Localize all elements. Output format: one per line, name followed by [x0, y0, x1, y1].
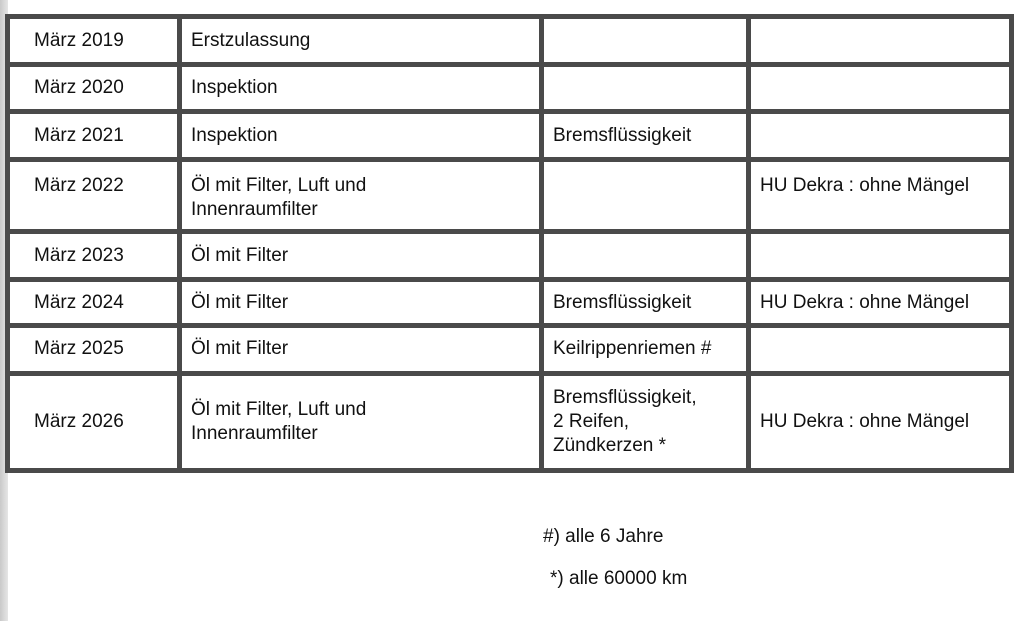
- date-cell: März 2021: [10, 114, 177, 156]
- work-cell: Öl mit Filter, Luft und Innenraumfilter: [182, 376, 539, 468]
- table-row: [10, 67, 1009, 109]
- extra-cell: [544, 234, 746, 277]
- work-cell: Erstzulassung: [182, 19, 539, 62]
- maintenance-table: [5, 14, 1014, 473]
- hu-cell: HU Dekra : ohne Mängel: [751, 162, 1009, 229]
- hu-cell: HU Dekra : ohne Mängel: [751, 376, 1009, 468]
- date-cell: März 2022: [10, 162, 177, 229]
- table-row: [10, 328, 1009, 370]
- footnote-star: *) alle 60000 km: [550, 568, 688, 589]
- work-cell: Öl mit Filter: [182, 234, 539, 277]
- extra-cell: Bremsflüssigkeit: [544, 114, 746, 156]
- work-cell: Öl mit Filter: [182, 328, 539, 370]
- date-cell: März 2024: [10, 282, 177, 323]
- extra-cell: [544, 162, 746, 229]
- date-cell: März 2023: [10, 234, 177, 277]
- extra-cell: [544, 67, 746, 109]
- table-row: [10, 114, 1009, 156]
- work-cell: Inspektion: [182, 67, 539, 109]
- table-row: [10, 376, 1009, 468]
- date-cell: März 2019: [10, 19, 177, 62]
- hu-cell: [751, 114, 1009, 156]
- hu-cell: [751, 328, 1009, 370]
- hu-cell: [751, 19, 1009, 62]
- footnote-hash: #) alle 6 Jahre: [543, 526, 664, 547]
- table-row: [10, 282, 1009, 323]
- hu-cell: [751, 67, 1009, 109]
- extra-cell: Bremsflüssigkeit, 2 Reifen, Zündkerzen *: [544, 376, 746, 468]
- date-cell: März 2026: [10, 376, 177, 468]
- hu-cell: HU Dekra : ohne Mängel: [751, 282, 1009, 323]
- date-cell: März 2025: [10, 328, 177, 370]
- work-cell: Öl mit Filter: [182, 282, 539, 323]
- work-cell: Inspektion: [182, 114, 539, 156]
- extra-cell: [544, 19, 746, 62]
- extra-cell: Bremsflüssigkeit: [544, 282, 746, 323]
- work-cell: Öl mit Filter, Luft und Innenraumfilter: [182, 162, 539, 229]
- table-row: [10, 162, 1009, 229]
- table-row: [10, 19, 1009, 62]
- date-cell: März 2020: [10, 67, 177, 109]
- extra-cell: Keilrippenriemen #: [544, 328, 746, 370]
- hu-cell: [751, 234, 1009, 277]
- table-row: [10, 234, 1009, 277]
